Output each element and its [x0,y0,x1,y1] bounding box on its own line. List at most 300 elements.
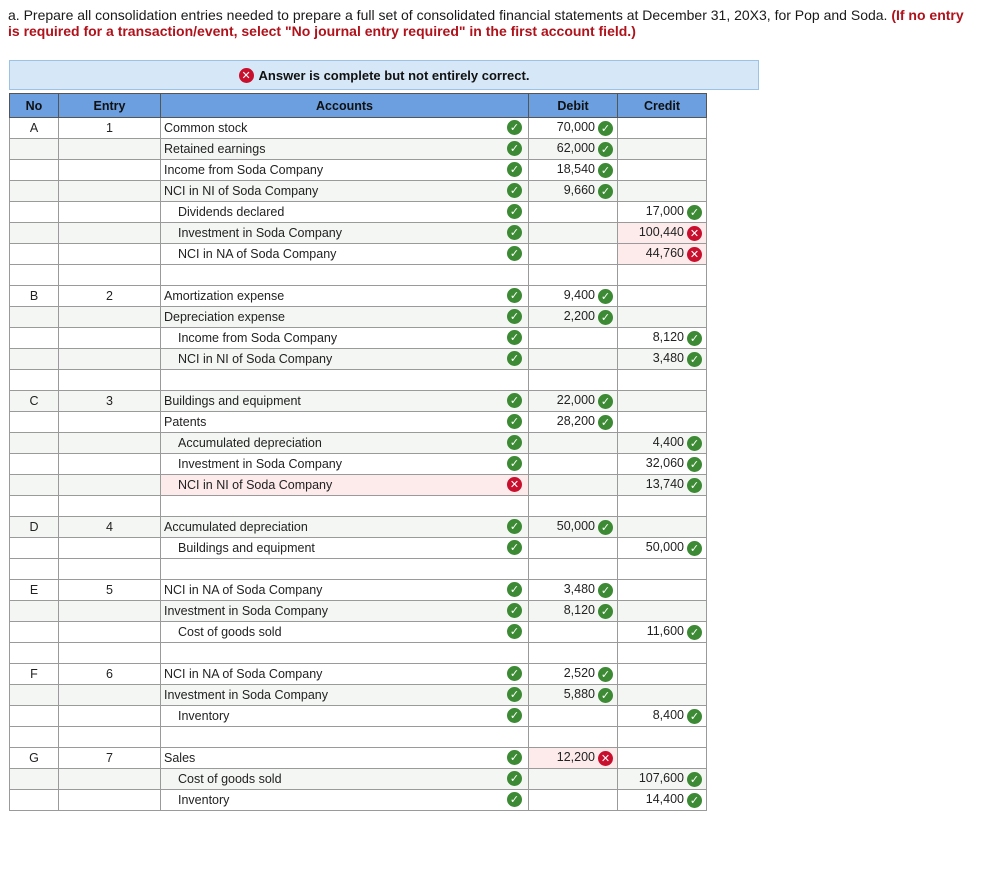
debit-input-value: 5,880 [563,687,595,702]
header-debit: Debit [529,94,618,118]
debit-input[interactable] [529,748,618,769]
check-icon: ✓ [507,582,522,597]
account-select[interactable] [161,160,529,181]
table-row [10,727,707,748]
check-icon: ✓ [598,604,613,619]
cell-entry [59,622,161,643]
cell-entry [59,370,161,391]
account-name: Cost of goods sold [178,772,282,786]
debit-input[interactable] [529,139,618,160]
check-icon: ✓ [687,457,702,472]
account-select[interactable] [161,706,529,727]
journal-body [10,118,707,811]
account-select[interactable] [161,433,529,454]
account-select[interactable] [161,244,529,265]
credit-input[interactable] [618,622,707,643]
cell-no [10,748,59,769]
credit-input[interactable] [618,412,707,433]
account-name: Investment in Soda Company [164,688,328,702]
cell-no-value: G [29,751,39,765]
cell-no [10,244,59,265]
cell-no-value: E [29,583,39,597]
x-icon: ✕ [598,751,613,766]
cell-entry [59,538,161,559]
account-name: NCI in NI of Soda Company [164,184,319,198]
credit-input[interactable] [618,286,707,307]
cell-entry [59,181,161,202]
account-select[interactable] [161,496,529,517]
account-select[interactable] [161,349,529,370]
cell-no [10,223,59,244]
credit-input[interactable] [618,181,707,202]
debit-input[interactable] [529,160,618,181]
debit-input[interactable] [529,664,618,685]
table-row [10,433,707,454]
credit-input[interactable] [618,643,707,664]
account-name: NCI in NI of Soda Company [178,352,333,366]
result-banner [9,60,759,90]
credit-input[interactable] [618,160,707,181]
account-name: Buildings and equipment [178,541,315,555]
debit-input[interactable] [529,412,618,433]
credit-input[interactable] [618,349,707,370]
cell-entry [59,706,161,727]
credit-input[interactable] [618,790,707,811]
credit-input[interactable] [618,601,707,622]
cell-no [10,790,59,811]
cell-no [10,685,59,706]
credit-input-value: 14,400 [645,792,684,807]
account-select[interactable] [161,580,529,601]
cell-entry [59,643,161,664]
check-icon: ✓ [687,205,702,220]
debit-input[interactable] [529,433,618,454]
credit-input[interactable] [618,685,707,706]
account-name: Income from Soda Company [178,331,338,345]
check-icon: ✓ [687,541,702,556]
check-icon: ✓ [687,625,702,640]
cell-entry [59,244,161,265]
table-row [10,370,707,391]
debit-input[interactable] [529,349,618,370]
cell-entry [59,307,161,328]
account-select[interactable] [161,790,529,811]
account-select[interactable] [161,538,529,559]
account-name: NCI in NA of Soda Company [164,583,323,597]
account-name: Retained earnings [164,142,266,156]
cell-entry [59,328,161,349]
cell-no [10,580,59,601]
check-icon: ✓ [507,288,522,303]
cell-no [10,391,59,412]
cell-entry [59,160,161,181]
debit-input[interactable] [529,244,618,265]
cell-entry [59,412,161,433]
credit-input[interactable] [618,307,707,328]
cell-entry-value: 1 [106,121,113,135]
credit-input[interactable] [618,664,707,685]
journal-entry-table [9,93,707,811]
account-select[interactable] [161,727,529,748]
debit-input[interactable] [529,559,618,580]
cell-entry [59,391,161,412]
credit-input[interactable] [618,580,707,601]
cell-no [10,433,59,454]
cell-entry-value: 4 [106,520,113,534]
credit-input-value: 8,400 [652,708,684,723]
cell-entry [59,202,161,223]
credit-input-value: 17,000 [645,204,684,219]
cell-no [10,181,59,202]
header-accounts: Accounts [161,94,529,118]
cell-entry [59,118,161,139]
cell-no [10,664,59,685]
credit-input[interactable] [618,727,707,748]
cell-no [10,118,59,139]
account-select[interactable] [161,181,529,202]
account-select[interactable] [161,685,529,706]
table-header-row [10,94,707,118]
check-icon: ✓ [687,709,702,724]
x-icon: ✕ [687,226,702,241]
cell-entry [59,769,161,790]
instructions-text: a. Prepare all consolidation entries needed to prepare a full set of consolidated financial statements at December 31, 20X3, for Pop and Soda. [8,7,888,23]
check-icon: ✓ [598,289,613,304]
cell-no [10,601,59,622]
credit-input[interactable] [618,538,707,559]
cell-no-value: D [29,520,39,534]
debit-input[interactable] [529,769,618,790]
check-icon: ✓ [598,583,613,598]
table-row [10,181,707,202]
account-select[interactable] [161,391,529,412]
account-name: Accumulated depreciation [164,520,308,534]
cell-no [10,370,59,391]
credit-input[interactable] [618,139,707,160]
check-icon: ✓ [598,121,613,136]
cell-no [10,202,59,223]
debit-input[interactable] [529,265,618,286]
credit-input[interactable] [618,202,707,223]
table-row [10,307,707,328]
cell-no [10,412,59,433]
check-icon: ✓ [598,163,613,178]
x-icon: ✕ [239,68,254,83]
check-icon: ✓ [598,142,613,157]
check-icon: ✓ [507,309,522,324]
debit-input-value: 3,480 [563,582,595,597]
account-name: Cost of goods sold [178,625,282,639]
debit-input-value: 18,540 [556,162,595,177]
account-select[interactable] [161,223,529,244]
cell-entry [59,685,161,706]
account-name: Patents [164,415,207,429]
debit-input-value: 12,200 [556,750,595,765]
credit-input[interactable] [618,265,707,286]
account-select[interactable] [161,517,529,538]
cell-entry [59,286,161,307]
check-icon: ✓ [507,435,522,450]
credit-input[interactable] [618,496,707,517]
credit-input-value: 44,760 [645,246,684,261]
check-icon: ✓ [507,666,522,681]
credit-input-value: 107,600 [638,771,684,786]
credit-input-value: 11,600 [646,624,684,639]
table-row [10,769,707,790]
table-row [10,454,707,475]
debit-input[interactable] [529,454,618,475]
cell-no [10,706,59,727]
account-select[interactable] [161,664,529,685]
account-name: Income from Soda Company [164,163,324,177]
debit-input[interactable] [529,706,618,727]
instructions [8,7,968,39]
cell-no [10,517,59,538]
account-select[interactable] [161,622,529,643]
cell-no [10,286,59,307]
check-icon: ✓ [507,456,522,471]
credit-input[interactable] [618,454,707,475]
credit-input[interactable] [618,706,707,727]
table-row [10,580,707,601]
account-select[interactable] [161,328,529,349]
cell-entry [59,559,161,580]
check-icon: ✓ [598,688,613,703]
credit-input[interactable] [618,433,707,454]
cell-no [10,475,59,496]
account-select[interactable] [161,412,529,433]
debit-input[interactable] [529,118,618,139]
credit-input[interactable] [618,223,707,244]
check-icon: ✓ [598,520,613,535]
debit-input[interactable] [529,685,618,706]
credit-input[interactable] [618,559,707,580]
account-select[interactable] [161,475,529,496]
table-row [10,748,707,769]
check-icon: ✓ [507,708,522,723]
debit-input[interactable] [529,622,618,643]
cell-entry-value: 6 [106,667,113,681]
debit-input-value: 9,660 [563,183,595,198]
account-select[interactable] [161,769,529,790]
account-select[interactable] [161,307,529,328]
table-row [10,517,707,538]
credit-input-value: 8,120 [652,330,684,345]
credit-input[interactable] [618,244,707,265]
account-name: Amortization expense [164,289,285,303]
cell-entry [59,517,161,538]
cell-no [10,349,59,370]
table-row [10,328,707,349]
debit-input[interactable] [529,181,618,202]
cell-no [10,727,59,748]
account-select[interactable] [161,139,529,160]
cell-no [10,454,59,475]
cell-entry [59,496,161,517]
cell-entry [59,349,161,370]
x-icon: ✕ [687,247,702,262]
account-name: Inventory [178,709,230,723]
check-icon: ✓ [507,750,522,765]
debit-input-value: 2,200 [563,309,595,324]
cell-no [10,496,59,517]
credit-input[interactable] [618,748,707,769]
table-row [10,559,707,580]
cell-no [10,307,59,328]
debit-input[interactable] [529,475,618,496]
debit-input[interactable] [529,538,618,559]
check-icon: ✓ [507,351,522,366]
account-select[interactable] [161,454,529,475]
cell-no [10,622,59,643]
check-icon: ✓ [507,771,522,786]
credit-input[interactable] [618,769,707,790]
cell-no [10,160,59,181]
check-icon: ✓ [507,162,522,177]
cell-entry [59,433,161,454]
debit-input-value: 22,000 [556,393,595,408]
account-select[interactable] [161,202,529,223]
check-icon: ✓ [687,793,702,808]
cell-entry [59,475,161,496]
check-icon: ✓ [507,393,522,408]
check-icon: ✓ [507,246,522,261]
account-name: NCI in NI of Soda Company [178,478,333,492]
table-row [10,643,707,664]
debit-input[interactable] [529,643,618,664]
check-icon: ✓ [507,183,522,198]
instructions-requirement: (If no entry is required for a transaction/event, select "No journal entry required" in the first account field.) [8,7,964,39]
account-name: Investment in Soda Company [178,457,342,471]
credit-input-value: 3,480 [652,351,684,366]
debit-input-value: 28,200 [556,414,595,429]
debit-input[interactable] [529,370,618,391]
check-icon: ✓ [598,310,613,325]
table-row [10,391,707,412]
check-icon: ✓ [687,436,702,451]
cell-entry [59,748,161,769]
check-icon: ✓ [507,540,522,555]
account-name: Sales [164,751,196,765]
credit-input[interactable] [618,475,707,496]
cell-no [10,538,59,559]
account-select[interactable] [161,559,529,580]
cell-no-value: A [29,121,39,135]
debit-input[interactable] [529,517,618,538]
debit-input[interactable] [529,391,618,412]
x-icon: ✕ [507,477,522,492]
cell-no-value: C [29,394,39,408]
debit-input[interactable] [529,286,618,307]
account-name: Dividends declared [178,205,285,219]
check-icon: ✓ [687,478,702,493]
table-row [10,664,707,685]
account-select[interactable] [161,118,529,139]
check-icon: ✓ [507,414,522,429]
debit-input[interactable] [529,727,618,748]
table-row [10,139,707,160]
check-icon: ✓ [598,184,613,199]
table-row [10,685,707,706]
check-icon: ✓ [687,331,702,346]
credit-input[interactable] [618,118,707,139]
debit-input[interactable] [529,580,618,601]
debit-input[interactable] [529,790,618,811]
cell-no [10,139,59,160]
credit-input-value: 4,400 [652,435,684,450]
table-row [10,118,707,139]
check-icon: ✓ [507,687,522,702]
table-row [10,160,707,181]
credit-input[interactable] [618,328,707,349]
account-name: Inventory [178,793,230,807]
table-row [10,706,707,727]
table-row [10,349,707,370]
credit-input[interactable] [618,517,707,538]
cell-no-value: F [30,667,38,681]
cell-no [10,643,59,664]
debit-input-value: 70,000 [556,120,595,135]
cell-entry-value: 5 [106,583,113,597]
account-select[interactable] [161,370,529,391]
table-row [10,622,707,643]
cell-entry [59,664,161,685]
debit-input-value: 62,000 [556,141,595,156]
table-row [10,265,707,286]
cell-entry-value: 2 [106,289,113,303]
debit-input[interactable] [529,223,618,244]
cell-entry-value: 7 [106,751,113,765]
cell-entry [59,265,161,286]
debit-input[interactable] [529,601,618,622]
check-icon: ✓ [507,603,522,618]
account-name: Depreciation expense [164,310,285,324]
credit-input-value: 100,440 [638,225,684,240]
account-select[interactable] [161,265,529,286]
check-icon: ✓ [507,519,522,534]
cell-no [10,328,59,349]
table-row [10,475,707,496]
check-icon: ✓ [687,772,702,787]
header-no: No [10,94,59,118]
account-select[interactable] [161,748,529,769]
check-icon: ✓ [507,225,522,240]
debit-input[interactable] [529,307,618,328]
check-icon: ✓ [598,667,613,682]
debit-input[interactable] [529,496,618,517]
debit-input[interactable] [529,328,618,349]
debit-input-value: 8,120 [563,603,595,618]
debit-input[interactable] [529,202,618,223]
table-row [10,223,707,244]
table-row [10,286,707,307]
account-name: NCI in NA of Soda Company [164,667,323,681]
account-select[interactable] [161,643,529,664]
credit-input-value: 32,060 [645,456,684,471]
check-icon: ✓ [598,394,613,409]
credit-input-value: 50,000 [645,540,684,555]
credit-input[interactable] [618,370,707,391]
table-row [10,202,707,223]
cell-entry [59,727,161,748]
account-select[interactable] [161,286,529,307]
header-credit: Credit [618,94,707,118]
credit-input[interactable] [618,391,707,412]
cell-no [10,769,59,790]
table-row [10,790,707,811]
check-icon: ✓ [507,624,522,639]
account-select[interactable] [161,601,529,622]
